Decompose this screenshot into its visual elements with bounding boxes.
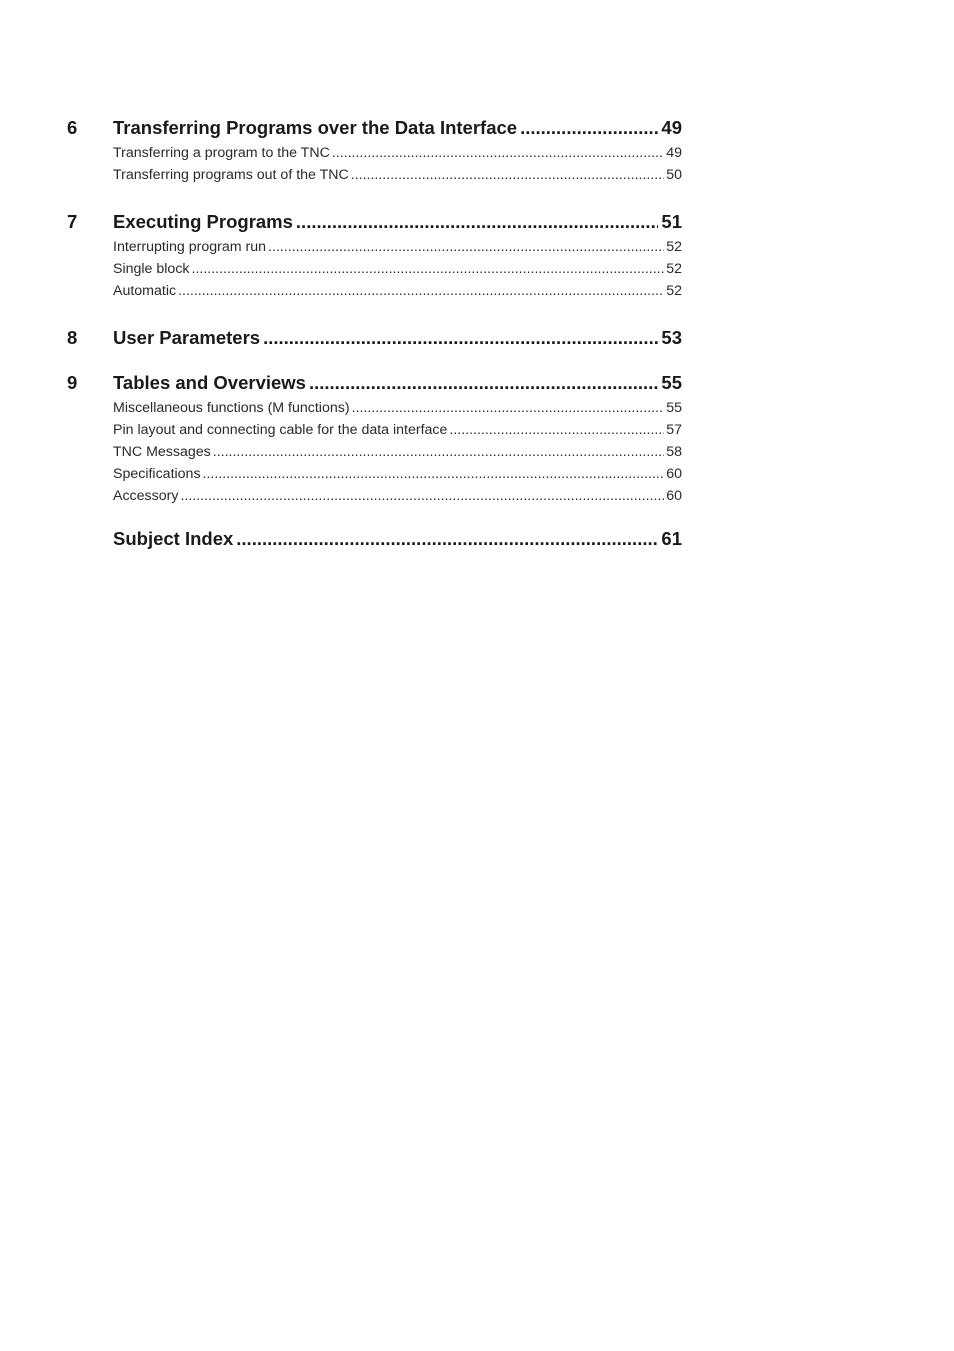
- chapter-page-number: 51: [661, 211, 682, 232]
- dot-leader: [178, 280, 664, 302]
- entry-page-number: 52: [666, 261, 682, 277]
- chapter-page-number: 61: [661, 528, 682, 549]
- entry-page-number: 57: [666, 422, 682, 438]
- toc-chapter: [67, 525, 682, 553]
- entry-page-number: 52: [666, 239, 682, 255]
- chapter-number: 8: [67, 327, 78, 348]
- entry-page-number: 58: [666, 444, 682, 460]
- chapter-title: Subject Index: [113, 528, 234, 549]
- entry-title: Interrupting program run: [113, 239, 266, 255]
- entry-title: Miscellaneous functions (M functions): [113, 400, 350, 416]
- dot-leader: [296, 208, 659, 236]
- dot-leader: [192, 258, 665, 280]
- dot-leader: [213, 441, 664, 463]
- entry-page-number: 50: [666, 167, 682, 183]
- toc-entry: [113, 258, 682, 280]
- dot-leader: [520, 114, 658, 142]
- toc-entry: [113, 485, 682, 507]
- toc-entry: [113, 280, 682, 302]
- dot-leader: [352, 397, 665, 419]
- toc-chapter: [67, 369, 682, 525]
- entry-title: Transferring a program to the TNC: [113, 145, 330, 161]
- toc-entry: [113, 142, 682, 164]
- chapter-page-number: 55: [661, 372, 682, 393]
- entry-title: Specifications: [113, 466, 201, 482]
- entry-title: Transferring programs out of the TNC: [113, 167, 349, 183]
- chapter-title: Executing Programs: [113, 211, 293, 232]
- chapter-title: Tables and Overviews: [113, 372, 306, 393]
- toc-entry: [113, 236, 682, 258]
- dot-leader: [180, 485, 664, 507]
- toc-entries: [113, 236, 682, 302]
- toc-chapter: [67, 208, 682, 324]
- dot-leader: [203, 463, 665, 485]
- toc-chapter-heading: [67, 525, 682, 553]
- toc-entries: [113, 142, 682, 186]
- dot-leader: [263, 324, 658, 352]
- entry-title: Pin layout and connecting cable for the data interface: [113, 422, 448, 438]
- entry-page-number: 55: [666, 400, 682, 416]
- chapter-page-number: 53: [661, 327, 682, 348]
- chapter-title: Transferring Programs over the Data Interface: [113, 117, 518, 138]
- entry-title: TNC Messages: [113, 444, 211, 460]
- dot-leader: [351, 164, 664, 186]
- dot-leader: [236, 525, 658, 553]
- dot-leader: [309, 369, 658, 397]
- entry-title: Accessory: [113, 488, 179, 504]
- dot-leader: [332, 142, 664, 164]
- dot-leader: [268, 236, 664, 258]
- chapter-number: 9: [67, 372, 78, 393]
- toc-entries: [113, 397, 682, 507]
- toc-chapter-heading: [67, 369, 682, 397]
- table-of-contents: [67, 114, 682, 553]
- dot-leader: [449, 419, 664, 441]
- chapter-number: 6: [67, 117, 78, 138]
- toc-chapter-heading: [67, 324, 682, 352]
- toc-chapter-heading: [67, 114, 682, 142]
- toc-entry: [113, 441, 682, 463]
- entry-page-number: 52: [666, 283, 682, 299]
- toc-entry: [113, 463, 682, 485]
- chapter-number: 7: [67, 211, 78, 232]
- entry-title: Single block: [113, 261, 190, 277]
- toc-chapter: [67, 114, 682, 208]
- entry-title: Automatic: [113, 283, 177, 299]
- chapter-title: User Parameters: [113, 327, 261, 348]
- toc-entry: [113, 419, 682, 441]
- toc-chapter: [67, 324, 682, 369]
- chapter-page-number: 49: [661, 117, 682, 138]
- entry-page-number: 60: [666, 488, 682, 504]
- toc-entry: [113, 164, 682, 186]
- entry-page-number: 60: [666, 466, 682, 482]
- toc-entry: [113, 397, 682, 419]
- entry-page-number: 49: [666, 145, 682, 161]
- toc-chapter-heading: [67, 208, 682, 236]
